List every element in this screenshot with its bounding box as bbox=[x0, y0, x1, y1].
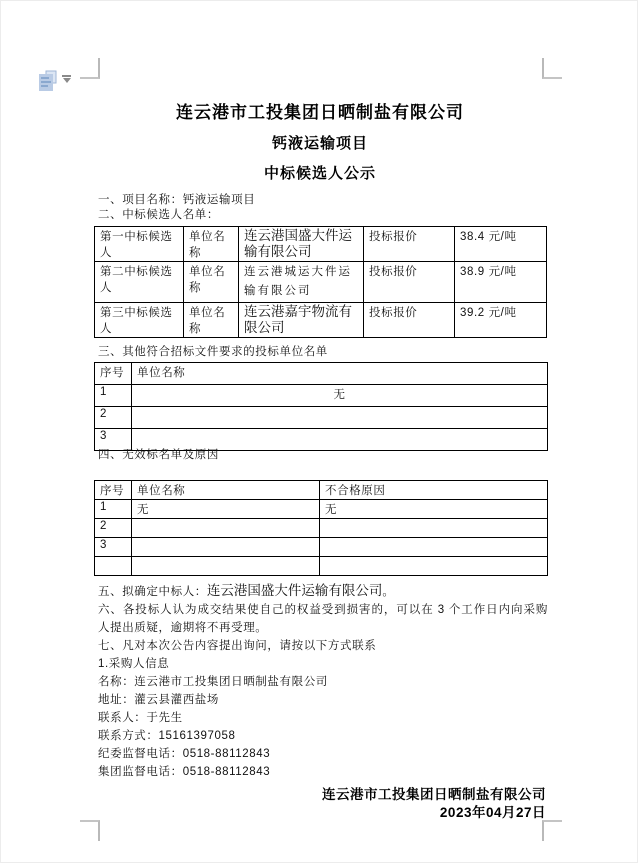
section-5-winner-company: 连云港国盛大件运输有限公司 bbox=[206, 583, 383, 598]
signature-company: 连云港市工投集团日晒制盐有限公司 bbox=[322, 787, 546, 802]
unit-name-cell: 无 bbox=[132, 385, 548, 407]
paste-options-dropdown-arrow-icon[interactable] bbox=[63, 78, 71, 83]
table-row bbox=[95, 227, 547, 262]
section-1-project-name: 一、项目名称：钙液运输项目 bbox=[98, 194, 256, 206]
price-label-cell: 投标报价 bbox=[364, 227, 455, 262]
price-label-cell: 投标报价 bbox=[364, 303, 455, 338]
unit-label-cell: 单位名称 bbox=[184, 227, 239, 262]
purchaser-address-line: 地址：灌云县灌西盐场 bbox=[98, 694, 219, 706]
invalid-bids-table bbox=[94, 480, 548, 576]
header-cell-no: 序号 bbox=[95, 481, 132, 500]
signature-date: 2023年04月27日 bbox=[439, 805, 546, 820]
unit-name-cell: 无 bbox=[132, 500, 320, 519]
candidates-table bbox=[94, 226, 547, 338]
margin-crop-mark-bottom-right bbox=[542, 820, 562, 841]
margin-crop-mark-top-right bbox=[542, 58, 562, 79]
section-6-objection-notice: 六、各投标人认为成交结果使自己的权益受到损害的，可以在 3 个工作日内向采购人提出质疑，逾期将不再受理。 bbox=[98, 604, 548, 634]
margin-crop-mark-bottom-left bbox=[80, 820, 100, 841]
unit-name-cell bbox=[132, 407, 548, 429]
section-4-invalid-bids-heading: 四、无效标名单及原因 bbox=[98, 449, 219, 461]
no-cell: 2 bbox=[95, 407, 132, 429]
purchaser-contact-line: 联系人：于先生 bbox=[98, 712, 183, 724]
unit-label-cell: 单位名称 bbox=[184, 262, 239, 303]
table-row bbox=[95, 557, 548, 576]
header-cell-unit-name: 单位名称 bbox=[132, 363, 548, 385]
price-cell: 38.4 元/吨 bbox=[455, 227, 547, 262]
section-5-proposed-winner bbox=[98, 582, 548, 601]
section-2-candidate-list-heading: 二、中标候选人名单： bbox=[98, 209, 219, 221]
table-row bbox=[95, 262, 547, 303]
unit-label-cell: 单位名称 bbox=[184, 303, 239, 338]
rank-cell: 第一中标候选人 bbox=[95, 227, 184, 262]
no-cell: 1 bbox=[95, 500, 132, 519]
group-supervision-phone-line: 集团监督电话：0518-88112843 bbox=[98, 766, 271, 778]
table-row bbox=[95, 519, 548, 538]
no-cell: 1 bbox=[95, 385, 132, 407]
company-cell: 连云港嘉宇物流有限公司 bbox=[239, 303, 364, 338]
other-bidders-table bbox=[94, 362, 548, 451]
purchaser-name-line: 名称：连云港市工投集团日晒制盐有限公司 bbox=[98, 676, 328, 688]
section-3-other-bidders-heading: 三、其他符合招标文件要求的投标单位名单 bbox=[98, 346, 328, 358]
margin-crop-mark-top-left bbox=[80, 58, 100, 79]
company-cell: 连云港城运大件运输有限公司 bbox=[239, 262, 364, 303]
table-row bbox=[95, 407, 548, 429]
section-5-prefix: 五、拟确定中标人： bbox=[98, 586, 207, 598]
no-cell: 3 bbox=[95, 538, 132, 557]
purchaser-info-heading: 1.采购人信息 bbox=[98, 658, 170, 670]
reason-cell bbox=[320, 538, 548, 557]
discipline-supervision-phone-line: 纪委监督电话：0518-88112843 bbox=[98, 748, 271, 760]
reason-cell bbox=[320, 519, 548, 538]
reason-cell bbox=[320, 557, 548, 576]
document-title-announcement: 中标候选人公示 bbox=[263, 165, 376, 182]
table-row bbox=[95, 303, 547, 338]
price-cell: 39.2 元/吨 bbox=[455, 303, 547, 338]
table-header-row bbox=[95, 481, 548, 500]
header-cell-unit-name: 单位名称 bbox=[132, 481, 320, 500]
table-row bbox=[95, 500, 548, 519]
reason-cell: 无 bbox=[320, 500, 548, 519]
company-cell: 连云港国盛大件运输有限公司 bbox=[239, 227, 364, 262]
price-cell: 38.9 元/吨 bbox=[455, 262, 547, 303]
document-title-project: 钙液运输项目 bbox=[271, 135, 368, 152]
table-header-row bbox=[95, 363, 548, 385]
unit-name-cell bbox=[132, 557, 320, 576]
price-label-cell: 投标报价 bbox=[364, 262, 455, 303]
no-cell: 3 bbox=[95, 429, 132, 451]
header-cell-reason: 不合格原因 bbox=[320, 481, 548, 500]
rank-cell: 第三中标候选人 bbox=[95, 303, 184, 338]
rank-cell: 第二中标候选人 bbox=[95, 262, 184, 303]
no-cell: 2 bbox=[95, 519, 132, 538]
paste-options-dropdown-bar bbox=[62, 75, 71, 77]
paste-options-button[interactable] bbox=[37, 70, 77, 96]
table-row bbox=[95, 385, 548, 407]
section-5-suffix: 。 bbox=[382, 586, 395, 598]
purchaser-phone-line: 联系方式：15161397058 bbox=[98, 730, 236, 742]
section-7-contact-heading: 七、凡对本次公告内容提出询问，请按以下方式联系 bbox=[98, 640, 377, 652]
table-row bbox=[95, 538, 548, 557]
unit-name-cell bbox=[132, 519, 320, 538]
header-cell-no: 序号 bbox=[95, 363, 132, 385]
unit-name-cell bbox=[132, 538, 320, 557]
no-cell bbox=[95, 557, 132, 576]
paste-options-icon bbox=[37, 81, 59, 98]
document-title-company: 连云港市工投集团日晒制盐有限公司 bbox=[176, 103, 464, 122]
